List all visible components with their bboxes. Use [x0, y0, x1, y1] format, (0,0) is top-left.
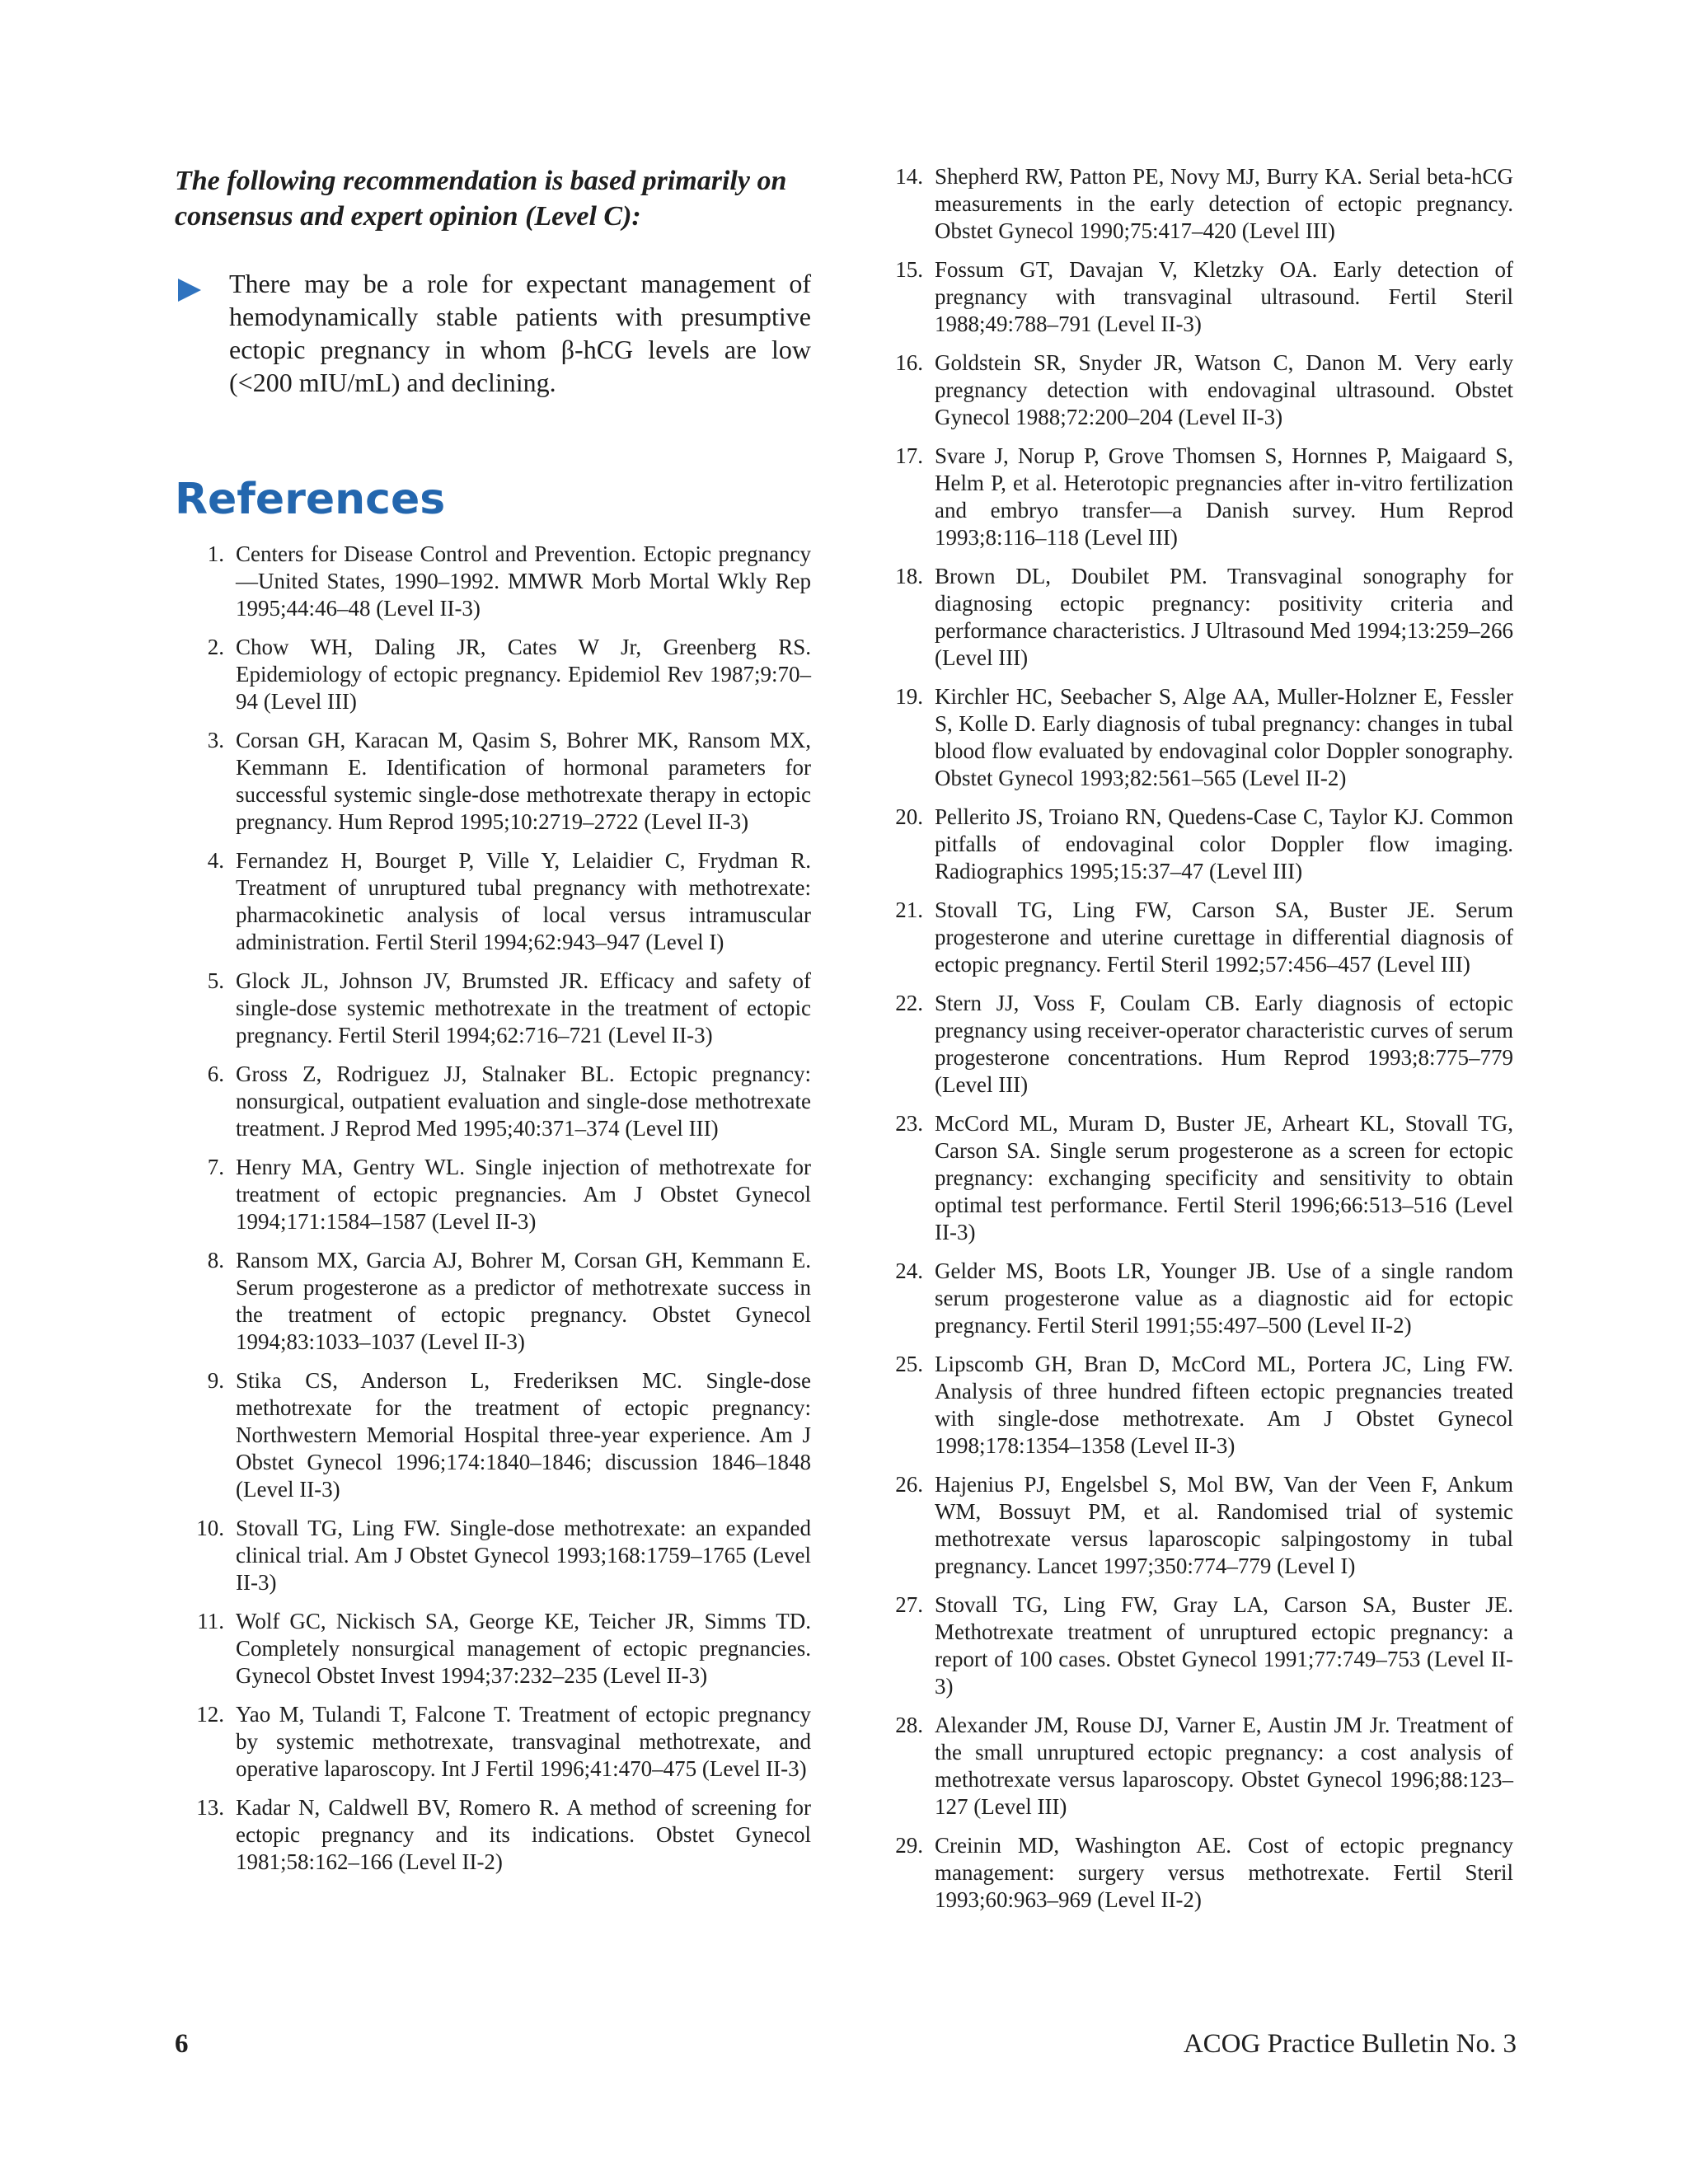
reference-item [175, 1701, 811, 1783]
recommendation-heading: The following recommendation is based primarily on consensus and expert opinion (Level C): [175, 166, 787, 232]
reference-item [874, 804, 1513, 885]
reference-text: Fernandez H, Bourget P, Ville Y, Lelaidier C, Frydman R. Treatment of unruptured tubal pregnancy with methotrexate: pharmacokinetic analysis of local versus intramuscular administration. Fertil Steril 1994;62:943–947 (Level I) [236, 848, 811, 954]
reference-number: 11. [197, 1609, 224, 1633]
reference-number: 6. [207, 1062, 224, 1086]
reference-item [874, 1832, 1513, 1914]
reference-item [874, 1351, 1513, 1460]
reference-number: 27. [895, 1592, 923, 1617]
reference-item [175, 1154, 811, 1235]
reference-number: 23. [895, 1111, 923, 1136]
reference-item [175, 1061, 811, 1142]
reference-number: 10. [196, 1516, 224, 1540]
reference-text: Kirchler HC, Seebacher S, Alge AA, Muller-Holzner E, Fessler S, Kolle D. Early diagnosis of tubal pregnancy: changes in tubal blood flow evaluated by endovaginal color Doppler sonography. Obstet Gynecol 1993;82:561–565 (Level II-2) [935, 684, 1513, 790]
reference-number: 14. [895, 164, 923, 189]
reference-number: 21. [895, 898, 923, 922]
reference-number: 24. [895, 1258, 923, 1283]
reference-number: 4. [207, 848, 224, 873]
reference-item [175, 1794, 811, 1876]
references-title: References [175, 475, 446, 524]
reference-number: 18. [895, 564, 923, 588]
reference-number: 3. [207, 728, 224, 752]
reference-text: Chow WH, Daling JR, Cates W Jr, Greenberg RS. Epidemiology of ectopic pregnancy. Epidemiol Rev 1987;9:70–94 (Level III) [236, 635, 811, 714]
reference-item [175, 1247, 811, 1356]
reference-text: Svare J, Norup P, Grove Thomsen S, Hornnes P, Maigaard S, Helm P, et al. Heterotopic pregnancies after in-vitro fertilization and embryo transfer—a Danish survey. Hum Reprod 1993;8:116–118 (Level III) [935, 443, 1513, 550]
reference-number: 9. [207, 1368, 224, 1393]
reference-item [874, 897, 1513, 978]
recommendation-bullet [175, 267, 811, 399]
reference-number: 2. [207, 635, 224, 659]
reference-item [874, 163, 1513, 245]
reference-item [175, 1515, 811, 1596]
reference-item [874, 1712, 1513, 1821]
reference-text: Centers for Disease Control and Prevention. Ectopic pregnancy—United States, 1990–1992. MMWR Morb Mortal Wkly Rep 1995;44:46–48 (Level II-3) [236, 541, 811, 621]
reference-number: 22. [895, 991, 923, 1015]
reference-number: 15. [895, 257, 923, 282]
reference-item [874, 1258, 1513, 1339]
reference-number: 12. [196, 1702, 224, 1727]
reference-item [175, 847, 811, 956]
reference-number: 7. [207, 1155, 224, 1179]
reference-item [874, 443, 1513, 551]
reference-text: Hajenius PJ, Engelsbel S, Mol BW, Van der Veen F, Ankum WM, Bossuyt PM, et al. Randomised trial of systemic methotrexate versus laparoscopic salpingostomy in tubal pregnancy. Lancet 1997;350:774–779 (Level I) [935, 1472, 1513, 1578]
reference-text: Stern JJ, Voss F, Coulam CB. Early diagnosis of ectopic pregnancy using receiver-operator characteristic curves of serum progesterone concentrations. Hum Reprod 1993;8:775–779 (Level III) [935, 991, 1513, 1097]
reference-list-left [175, 541, 811, 1876]
reference-text: Glock JL, Johnson JV, Brumsted JR. Efficacy and safety of single-dose systemic methotrexate in the treatment of ectopic pregnancy. Fertil Steril 1994;62:716–721 (Level II-3) [236, 968, 811, 1047]
reference-item [874, 1110, 1513, 1246]
reference-text: Lipscomb GH, Bran D, McCord ML, Portera JC, Ling FW. Analysis of three hundred fifteen ectopic pregnancies treated with single-dose methotrexate. Am J Obstet Gynecol 1998;178:1354–1358 (Level II-3) [935, 1352, 1513, 1458]
reference-text: Brown DL, Doubilet PM. Transvaginal sonography for diagnosing ectopic pregnancy: positivity criteria and performance characteristics. J Ultrasound Med 1994;13:259–266 (Level III) [935, 564, 1513, 670]
reference-number: 17. [895, 443, 923, 468]
reference-text: Creinin MD, Washington AE. Cost of ectopic pregnancy management: surgery versus methotrexate. Fertil Steril 1993;60:963–969 (Level II-2) [935, 1833, 1513, 1912]
right-column [874, 163, 1513, 1925]
reference-item [874, 256, 1513, 338]
reference-list-right [874, 163, 1513, 1914]
reference-item [175, 1608, 811, 1690]
reference-item [874, 1471, 1513, 1580]
reference-number: 5. [207, 968, 224, 993]
reference-item [874, 683, 1513, 792]
reference-number: 25. [895, 1352, 923, 1376]
reference-item [175, 968, 811, 1049]
reference-text: Gelder MS, Boots LR, Younger JB. Use of a single random serum progesterone value as a diagnostic aid for ectopic pregnancy. Fertil Steril 1991;55:497–500 (Level II-2) [935, 1258, 1513, 1338]
reference-number: 13. [196, 1795, 224, 1820]
reference-text: Stovall TG, Ling FW, Gray LA, Carson SA, Buster JE. Methotrexate treatment of unruptured ectopic pregnancy: a report of 100 cases. Obstet Gynecol 1991;77:749–753 (Level II-3) [935, 1592, 1513, 1699]
reference-number: 19. [895, 684, 923, 709]
reference-item [175, 634, 811, 715]
reference-number: 28. [895, 1713, 923, 1737]
reference-text: Stovall TG, Ling FW. Single-dose methotrexate: an expanded clinical trial. Am J Obstet Gynecol 1993;168:1759–1765 (Level II-3) [236, 1516, 811, 1595]
reference-text: Kadar N, Caldwell BV, Romero R. A method of screening for ectopic pregnancy and its indications. Obstet Gynecol 1981;58:162–166 (Level II-2) [236, 1795, 811, 1874]
reference-number: 26. [895, 1472, 923, 1497]
reference-text: Ransom MX, Garcia AJ, Bohrer M, Corsan GH, Kemmann E. Serum progesterone as a predictor of methotrexate success in the treatment of ectopic pregnancy. Obstet Gynecol 1994;83:1033–1037 (Level II-3) [236, 1248, 811, 1354]
reference-text: Shepherd RW, Patton PE, Novy MJ, Burry KA. Serial beta-hCG measurements in the early detection of ectopic pregnancy. Obstet Gynecol 1990;75:417–420 (Level III) [935, 164, 1513, 243]
reference-text: Stika CS, Anderson L, Frederiksen MC. Single-dose methotrexate for the treatment of ectopic pregnancy: Northwestern Memorial Hospital three-year experience. Am J Obstet Gynecol 1996;174:1840–1846; discussion 1846–1848 (Level II-3) [236, 1368, 811, 1502]
reference-text: Yao M, Tulandi T, Falcone T. Treatment of ectopic pregnancy by systemic methotrexate, transvaginal methotrexate, and operative laparoscopy. Int J Fertil 1996;41:470–475 (Level II-3) [236, 1702, 811, 1781]
reference-number: 16. [895, 350, 923, 375]
reference-number: 8. [207, 1248, 224, 1272]
reference-text: Henry MA, Gentry WL. Single injection of methotrexate for treatment of ectopic pregnancies. Am J Obstet Gynecol 1994;171:1584–1587 (Level II-3) [236, 1155, 811, 1234]
triangle-bullet-icon [178, 279, 201, 302]
publication-name: ACOG Practice Bulletin No. 3 [1183, 2029, 1517, 2059]
reference-text: Gross Z, Rodriguez JJ, Stalnaker BL. Ectopic pregnancy: nonsurgical, outpatient evaluation and single-dose methotrexate treatment. J Reprod Med 1995;40:371–374 (Level III) [236, 1062, 811, 1141]
reference-item [874, 1591, 1513, 1700]
reference-text: Stovall TG, Ling FW, Carson SA, Buster JE. Serum progesterone and uterine curettage in differential diagnosis of ectopic pregnancy. Fertil Steril 1992;57:456–457 (Level III) [935, 898, 1513, 977]
reference-text: Fossum GT, Davajan V, Kletzky OA. Early detection of pregnancy with transvaginal ultrasound. Fertil Steril 1988;49:788–791 (Level II-3) [935, 257, 1513, 336]
page-number: 6 [175, 2029, 189, 2059]
reference-text: Goldstein SR, Snyder JR, Watson C, Danon M. Very early pregnancy detection with endovaginal ultrasound. Obstet Gynecol 1988;72:200–204 (Level II-3) [935, 350, 1513, 429]
reference-item [175, 1367, 811, 1503]
reference-item [874, 563, 1513, 672]
reference-text: Alexander JM, Rouse DJ, Varner E, Austin JM Jr. Treatment of the small unruptured ectopic pregnancy: a cost analysis of methotrexate versus laparoscopy. Obstet Gynecol 1996;88:123–127 (Level III) [935, 1713, 1513, 1819]
reference-number: 20. [895, 804, 923, 829]
left-column [175, 163, 811, 1887]
reference-item [175, 541, 811, 622]
reference-number: 1. [207, 541, 224, 566]
reference-text: McCord ML, Muram D, Buster JE, Arheart KL, Stovall TG, Carson SA. Single serum progesterone as a screen for ectopic pregnancy: exchanging specificity and sensitivity to obtain optimal test performance. Fertil Steril 1996;66:513–516 (Level II-3) [935, 1111, 1513, 1244]
reference-number: 29. [895, 1833, 923, 1858]
reference-item [874, 349, 1513, 431]
recommendation-text: There may be a role for expectant management of hemodynamically stable patients with presumptive ectopic pregnancy in whom β-hCG levels are low (<200 mIU/mL) and declining. [229, 269, 811, 397]
reference-item [175, 727, 811, 836]
reference-text: Wolf GC, Nickisch SA, George KE, Teicher JR, Simms TD. Completely nonsurgical management of ectopic pregnancies. Gynecol Obstet Invest 1994;37:232–235 (Level II-3) [236, 1609, 811, 1688]
reference-item [874, 990, 1513, 1099]
reference-text: Pellerito JS, Troiano RN, Quedens-Case C, Taylor KJ. Common pitfalls of endovaginal color Doppler flow imaging. Radiographics 1995;15:37–47 (Level III) [935, 804, 1513, 883]
reference-text: Corsan GH, Karacan M, Qasim S, Bohrer MK, Ransom MX, Kemmann E. Identification of hormonal parameters for successful systemic single-dose methotrexate therapy in ectopic pregnancy. Hum Reprod 1995;10:2719–2722 (Level II-3) [236, 728, 811, 834]
